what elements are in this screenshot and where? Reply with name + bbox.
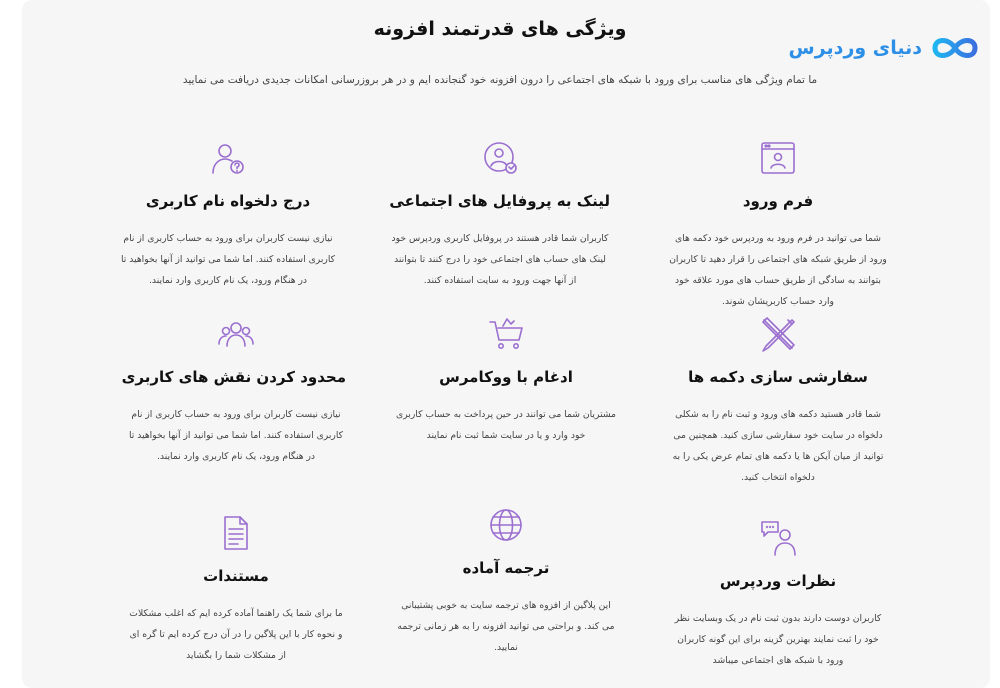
feature-title: سفارشی سازی دکمه ها — [688, 368, 868, 386]
feature-card-user-roles — [121, 314, 346, 467]
login-form-icon — [758, 138, 798, 178]
feature-description: شما می توانید در فرم ورود به وردپرس خود دکمه های ورود از طریق شبکه های اجتماعی را قرار دهید تا کاربران بتوانند به سادگی از طریق حساب های مورد علاقه خود وارد حساب کاربریشان شوند. — [669, 233, 887, 308]
feature-card-login-form — [668, 138, 888, 313]
comment-person-icon — [758, 518, 798, 558]
shopping-cart-icon — [486, 314, 526, 354]
users-group-icon — [216, 314, 256, 354]
feature-card-woocommerce — [396, 314, 616, 446]
page-title: ویژگی های قدرتمند افزونه — [373, 18, 627, 40]
brand-name: دنیای وردپرس — [788, 37, 922, 59]
feature-description: این پلاگین از افزوه های ترجمه سایت به خوبی پشتیبانی می کند. و براحتی می توانید افزونه را به هر زمانی ترجمه نمایید. — [397, 600, 615, 654]
feature-title: درج دلخواه نام کاربری — [145, 192, 311, 210]
feature-card-documentation — [126, 513, 346, 666]
feature-title: ادغام با ووکامرس — [439, 368, 573, 386]
design-tools-icon — [758, 314, 798, 354]
infinity-logo-icon — [930, 33, 980, 63]
feature-description: شما قادر هستید دکمه های ورود و ثبت نام را به شکلی دلخواه در سایت خود سفارشی سازی کنید. همچنین می توانید از میان آیکن ها یا دکمه های تمام عرض یکی را به دلخواه انتخاب کنید. — [672, 409, 884, 484]
feature-title: نظرات وردپرس — [719, 572, 837, 590]
feature-card-social-link — [390, 138, 610, 291]
globe-icon — [486, 505, 526, 545]
document-icon — [216, 513, 256, 553]
feature-title: محدود کردن نقش های کاربری — [121, 368, 346, 386]
user-question-icon — [208, 138, 248, 178]
feature-card-translation — [396, 505, 616, 658]
social-profile-link-icon — [480, 138, 520, 178]
feature-title: ترجمه آماده — [462, 559, 550, 577]
feature-title: مستندات — [203, 567, 269, 585]
feature-description: کاربران شما قادر هستند در پروفایل کاربری وردپرس خود لینک های حساب های اجتماعی خود را درج کنند تا بتوانند از آنها جهت ورود به سایت استفاده کنند. — [391, 233, 609, 287]
feature-card-custom-username — [118, 138, 338, 291]
feature-description: مشتریان شما می توانند در حین پرداخت به حساب کاربری خود وارد و یا در سایت شما ثبت نام نمایند — [396, 409, 616, 442]
feature-description: کاربران دوست دارند بدون ثبت نام در یک وبسایت نظر خود را ثبت نمایند بهترین گزینه برای این گونه کاربران ورود با شبکه های اجتماعی میباشد — [674, 613, 882, 667]
feature-title: فرم ورود — [742, 192, 814, 210]
feature-card-wordpress-comments — [668, 518, 888, 671]
site-logo[interactable] — [789, 33, 980, 63]
feature-title: لینک به پروفایل های اجتماعی — [389, 192, 610, 210]
feature-description: نیازی نیست کاربران برای ورود به حساب کاربری از نام کاربری استفاده کنند. اما شما می توانید از آنها بخواهید تا در هنگام ورود، یک نام کاربری وارد نمایند. — [128, 409, 344, 463]
page-subtitle: ما تمام ویژگی های مناسب برای ورود با شبکه های اجتماعی را درون افزونه خود گنجانده ایم و در هر بروزرسانی امکانات جدیدی دریافت می نمایید — [182, 74, 818, 86]
feature-card-button-customize — [668, 314, 888, 489]
feature-description: نیازی نیست کاربران برای ورود به حساب کاربری از نام کاربری استفاده کنند. اما شما می توانید از آنها بخواهید تا در هنگام ورود، یک نام کاربری وارد نمایند. — [120, 233, 336, 287]
feature-description: ما برای شما یک راهنما آماده کرده ایم که اغلب مشکلات و نحوه کار با این پلاگین را در آن درج کرده ایم تا گره ای از مشکلات شما را بگشاید — [129, 608, 343, 662]
